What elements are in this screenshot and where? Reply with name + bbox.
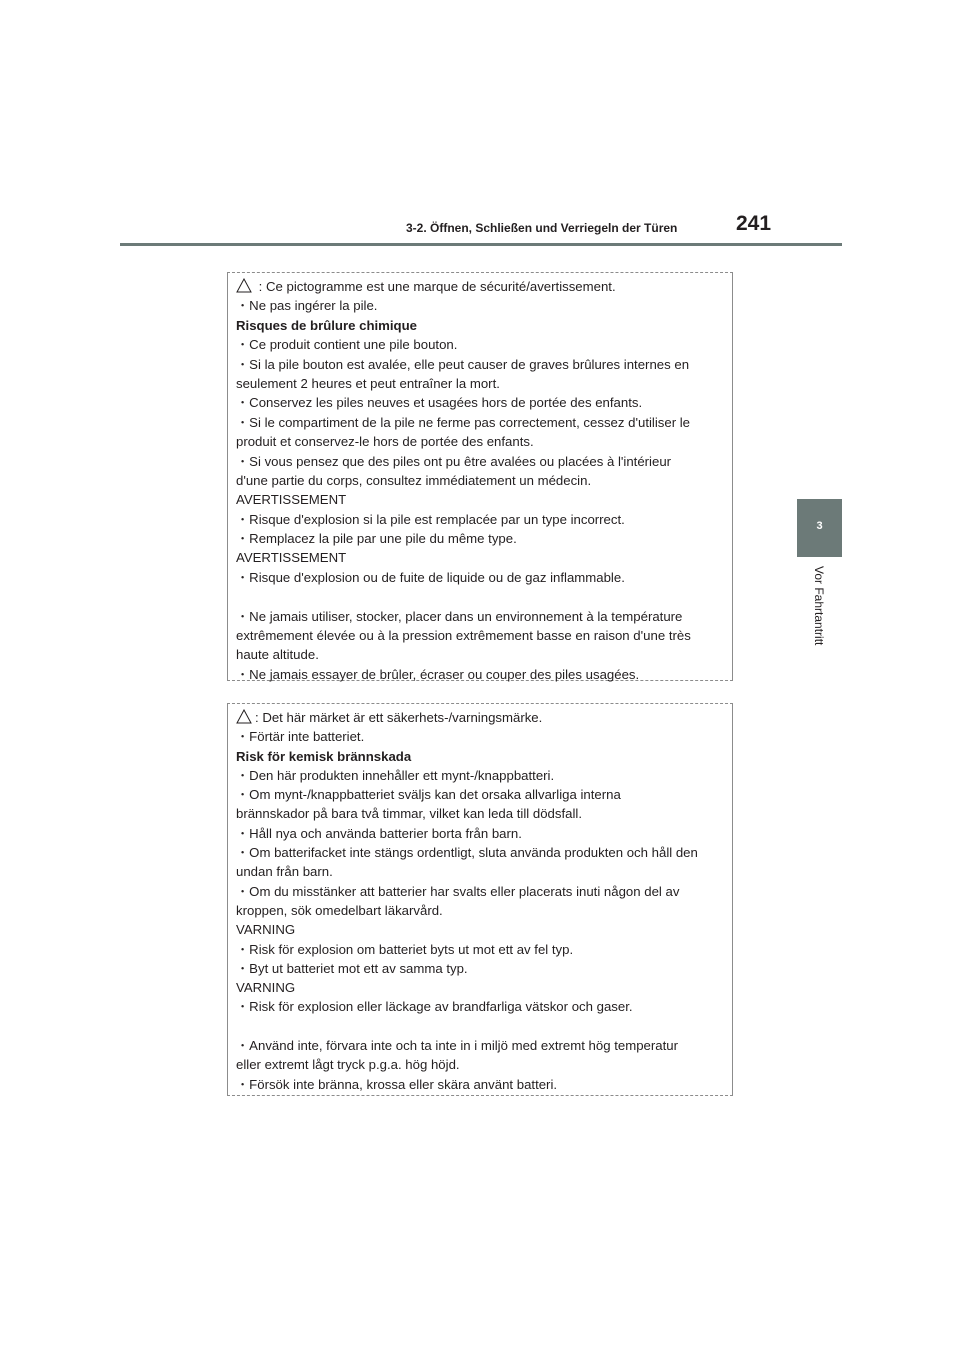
- notice-line: ・Ce produit contient une pile bouton.: [236, 337, 458, 353]
- notice-line: ・Conservez les piles neuves et usagées hors de portée des enfants.: [236, 395, 643, 411]
- notice-line: [236, 587, 728, 606]
- notice-line: eller extremt lågt tryck p.g.a. hög höjd.: [236, 1057, 460, 1073]
- notice-line: seulement 2 heures et peut entraîner la mort.: [236, 375, 500, 391]
- notice-line: undan från barn.: [236, 864, 333, 880]
- notice-line: AVERTISSEMENT: [236, 550, 347, 566]
- notice-line: ・Remplacez la pile par une pile du même type.: [236, 531, 517, 547]
- notice-line: ・Om batterifacket inte stängs ordentligt, sluta använda produkten och håll den: [236, 845, 698, 861]
- notice-line: produit et conservez-le hors de portée des enfants.: [236, 434, 534, 450]
- notice-line: ・Den här produkten innehåller ett mynt-/knappbatteri.: [236, 767, 555, 783]
- notice-line: ・Si la pile bouton est avalée, elle peut causer de graves brûlures internes en: [236, 356, 690, 372]
- notice-line: AVERTISSEMENT: [236, 492, 347, 508]
- notice-line: ・Risk för explosion eller läckage av brandfarliga vätskor och gaser.: [236, 999, 633, 1015]
- notice-line: haute altitude.: [236, 647, 319, 663]
- section-title: 3-2. Öffnen, Schließen und Verriegeln der Türen: [406, 221, 678, 235]
- notice-line: ・Om du misstänker att batterier har svalts eller placerats inuti någon del av: [236, 883, 680, 899]
- icon-caption: : Det här märket är ett säkerhets-/varningsmärke.: [255, 710, 543, 725]
- warning-triangle-icon: [236, 709, 252, 729]
- notice-line: ・Ne jamais essayer de brûler, écraser ou couper des piles usagées.: [236, 666, 640, 682]
- chapter-tab: [797, 499, 842, 557]
- notice-line: [236, 1017, 728, 1036]
- notice-line: d'une partie du corps, consultez immédiatement un médecin.: [236, 472, 592, 488]
- notice-box-swedish: [227, 703, 733, 1096]
- notice-line: VARNING: [236, 922, 296, 938]
- icon-caption-line: [236, 277, 728, 296]
- notice-lines-swedish: [236, 708, 728, 1094]
- notice-line: VARNING: [236, 980, 296, 996]
- header-rule: [120, 243, 842, 246]
- notice-line: ・Si vous pensez que des piles ont pu être avalées ou placées à l'intérieur: [236, 453, 672, 469]
- notice-line: ・Om mynt-/knappbatteriet sväljs kan det orsaka allvarliga interna: [236, 787, 621, 803]
- notice-heading: Risques de brûlure chimique: [236, 317, 417, 333]
- page-number: 241: [736, 212, 772, 235]
- notice-line: ・Si le compartiment de la pile ne ferme pas correctement, cessez d'utiliser le: [236, 414, 691, 430]
- notice-line: brännskador på bara två timmar, vilket kan leda till dödsfall.: [236, 806, 582, 822]
- notice-line: ・Förtär inte batteriet.: [236, 729, 365, 745]
- notice-box-french: [227, 272, 733, 681]
- notice-line: kroppen, sök omedelbart läkarvård.: [236, 902, 443, 918]
- notice-line: ・Håll nya och använda batterier borta från barn.: [236, 825, 522, 841]
- chapter-title: Vor Fahrtantritt: [812, 566, 826, 646]
- notice-line: ・Risque d'explosion ou de fuite de liquide ou de gaz inflammable.: [236, 569, 625, 585]
- notice-heading: Risk för kemisk brännskada: [236, 748, 412, 764]
- notice-line: ・Byt ut batteriet mot ett av samma typ.: [236, 960, 468, 976]
- icon-caption: : Ce pictogramme est une marque de sécurité/avertissement.: [255, 279, 616, 294]
- notice-line: ・Använd inte, förvara inte och ta inte in i miljö med extremt hög temperatur: [236, 1038, 678, 1054]
- notice-line: ・Försök inte bränna, krossa eller skära använt batteri.: [236, 1076, 558, 1092]
- notice-line: ・Ne pas ingérer la pile.: [236, 298, 378, 314]
- warning-triangle-icon: [236, 278, 252, 298]
- notice-line: ・Risque d'explosion si la pile est remplacée par un type incorrect.: [236, 511, 625, 527]
- chapter-number: 3: [816, 520, 823, 532]
- notice-line: ・Risk för explosion om batteriet byts ut mot ett av fel typ.: [236, 941, 574, 957]
- notice-lines-french: [236, 277, 728, 684]
- notice-line: extrêmement élevée ou à la pression extrêmement basse en raison d'une très: [236, 628, 691, 644]
- icon-caption-line: [236, 708, 728, 727]
- notice-line: ・Ne jamais utiliser, stocker, placer dans un environnement à la température: [236, 608, 683, 624]
